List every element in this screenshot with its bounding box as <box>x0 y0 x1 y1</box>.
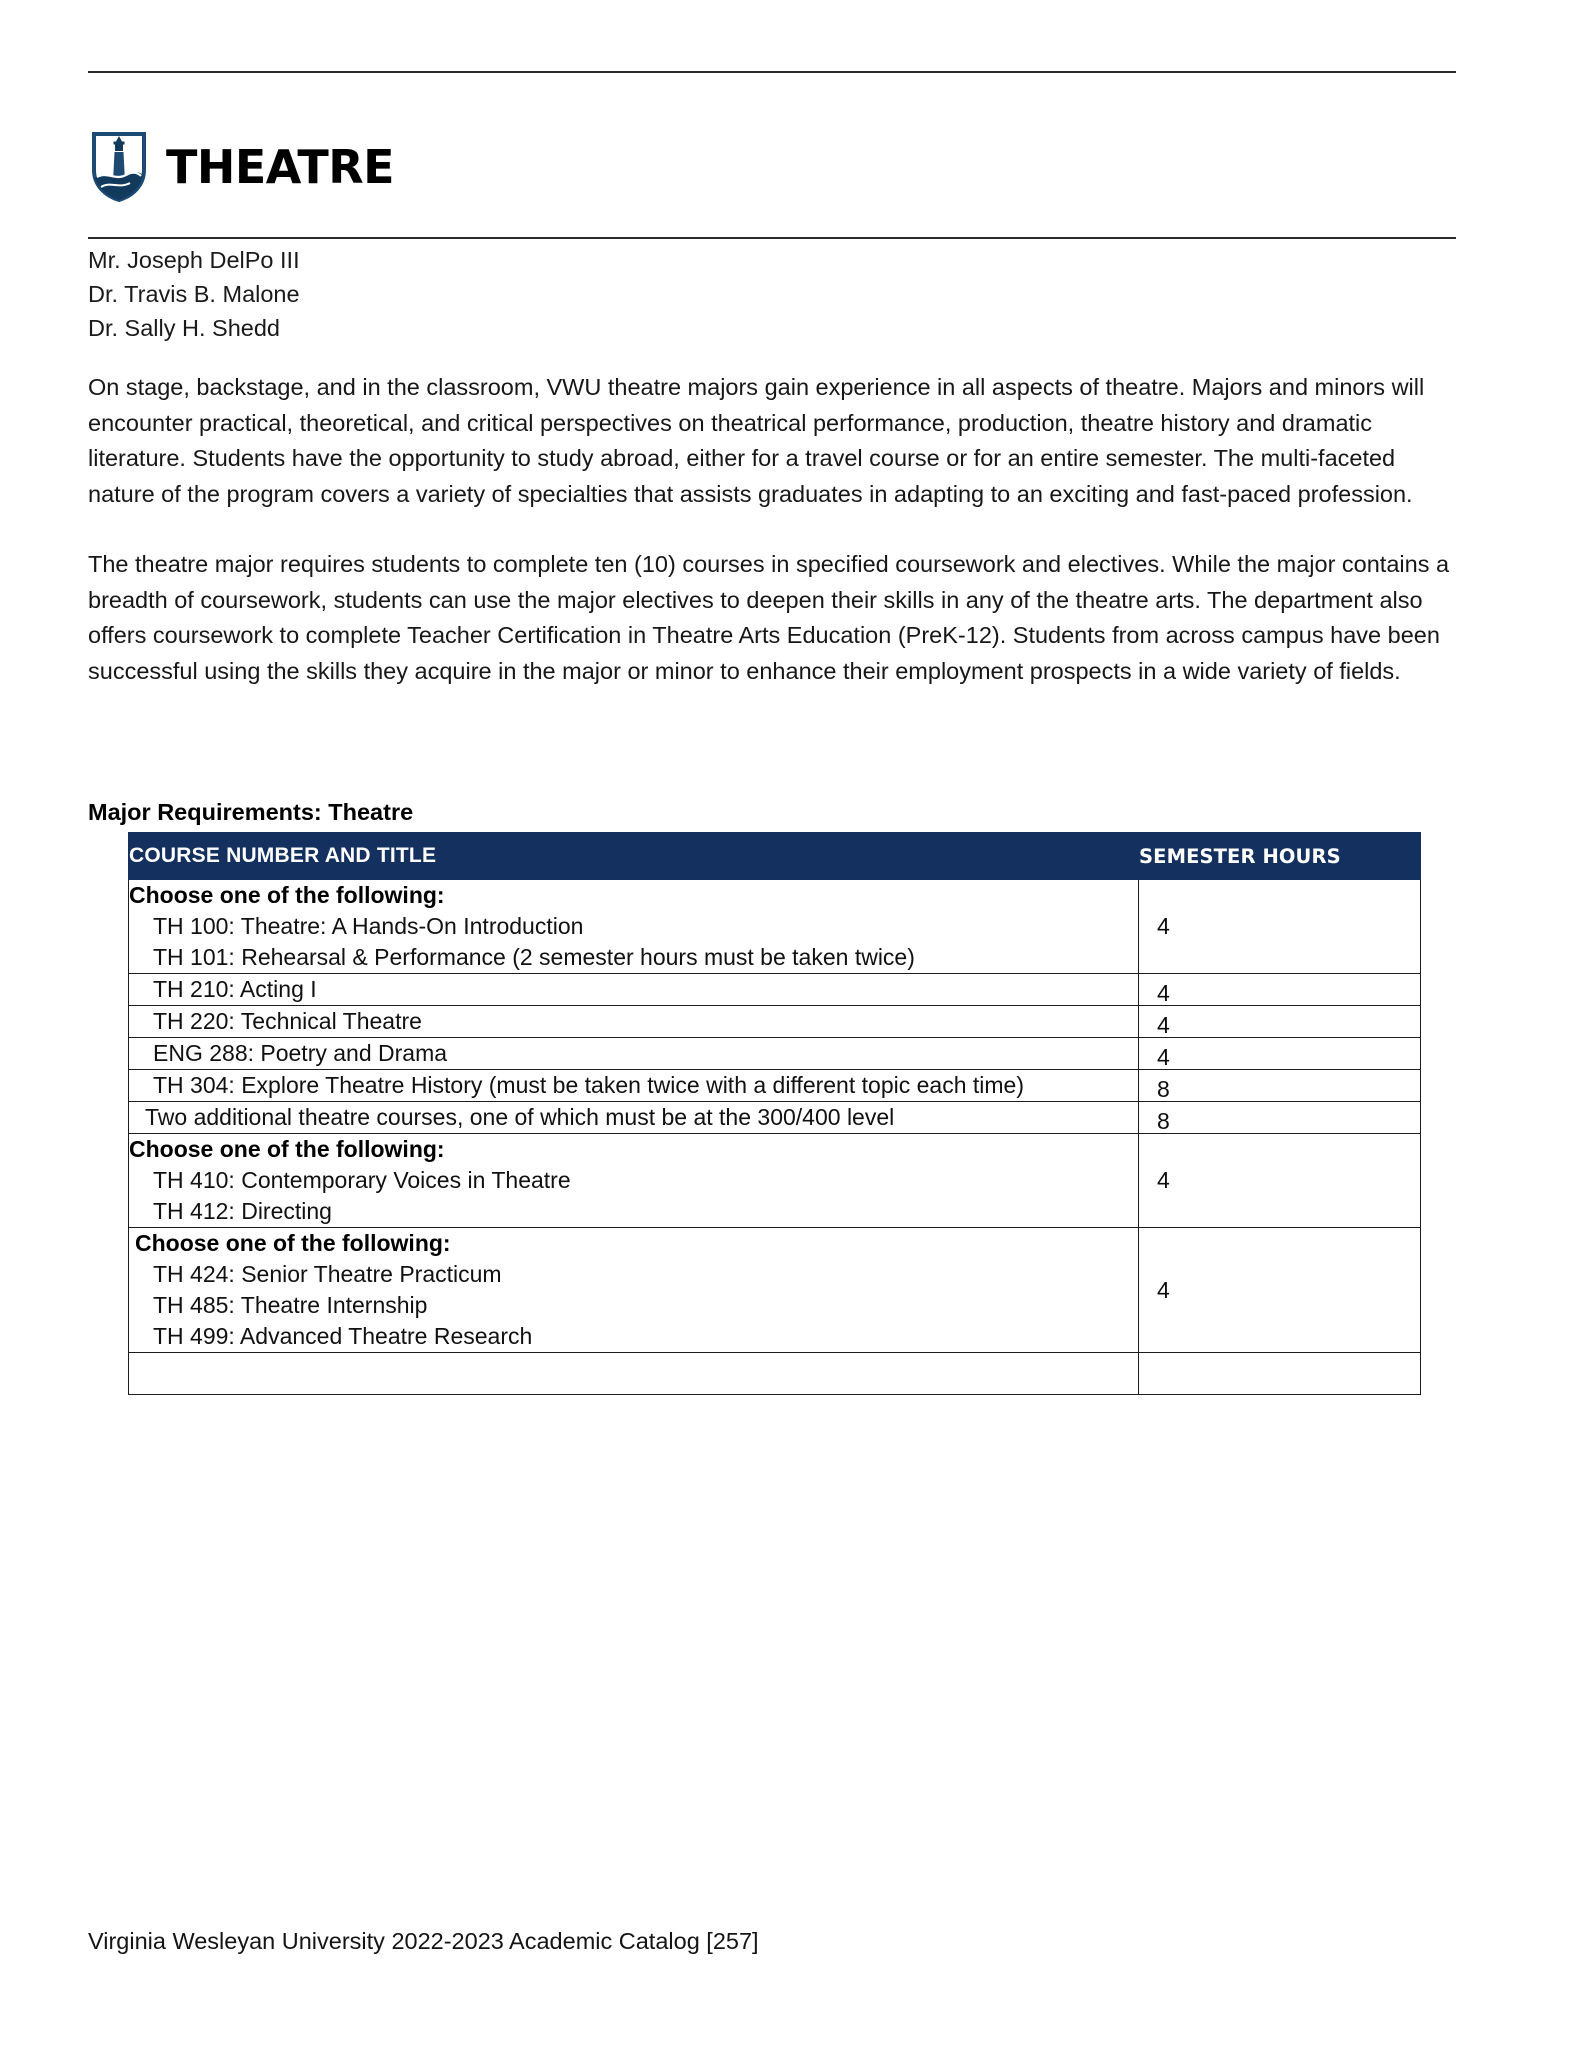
course-cell <box>129 1006 1139 1038</box>
total-hours-label: TOTAL HOURS REQUIRED: <box>141 1361 419 1384</box>
paragraph: The theatre major requires students to complete ten (10) courses in specified coursework and electives. While the major contains a breadth of coursework, students can use the major electives to deepen their skills in any of the theatre arts. The department also offers coursework to complete Teacher Certification in Theatre Arts Education (PreK-12). Students from across campus have been successful using the skills they acquire in the major or minor to enhance their employment prospects in a wide variety of fields. <box>88 551 1450 684</box>
hours-cell <box>1139 880 1421 974</box>
lighthouse-shield-logo-icon <box>88 130 150 202</box>
faculty-list <box>88 243 988 345</box>
course-item: TH 220: Technical Theatre <box>153 1008 422 1034</box>
table-row <box>129 1102 1421 1134</box>
course-item: TH 100: Theatre: A Hands-On Introduction <box>153 913 584 939</box>
row-lead-text: Choose one of the following: <box>135 1230 451 1256</box>
row-lead-text: Choose one of the following: <box>129 882 445 908</box>
table-row <box>129 974 1421 1006</box>
total-value-cell <box>1139 1353 1421 1395</box>
table-header <box>129 833 1421 880</box>
paragraph: On stage, backstage, and in the classroom, VWU theatre majors gain experience in all aspects of theatre. Majors and minors will encounter practical, theoretical, and critical perspectives on theatrical performance, production, theatre history and dramatic literature. Students have the opportunity to study abroad, either for a travel course or for an entire semester. The multi-faceted nature of the program covers a variety of specialties that assists graduates in adapting to an exciting and fast-paced profession. <box>88 374 1425 507</box>
hours-value: 4 <box>1157 980 1170 1006</box>
major-requirements-table-wrapper <box>128 832 1420 1395</box>
faculty-member: Mr. Joseph DelPo III <box>88 247 300 273</box>
page-top-rule <box>88 71 1456 73</box>
major-requirements-table <box>128 832 1421 1395</box>
table-row <box>129 880 1421 974</box>
hours-value: 4 <box>1157 1044 1170 1070</box>
page-title: THEATRE <box>166 140 395 194</box>
course-item: TH 410: Contemporary Voices in Theatre <box>153 1167 571 1193</box>
course-cell <box>129 974 1139 1006</box>
row-lead-text: Choose one of the following: <box>129 1136 445 1162</box>
table-row <box>129 1006 1421 1038</box>
course-cell <box>129 1070 1139 1102</box>
column-header-hours: SEMESTER HOURS <box>1139 833 1421 880</box>
course-cell <box>129 1102 1139 1134</box>
table-row <box>129 1070 1421 1102</box>
program-description <box>88 370 1458 689</box>
masthead-bottom-rule <box>88 237 1456 239</box>
hours-cell <box>1139 1070 1421 1102</box>
course-cell <box>129 1228 1139 1353</box>
hours-value: 4 <box>1157 1012 1170 1038</box>
table-row <box>129 1228 1421 1353</box>
hours-cell <box>1139 974 1421 1006</box>
department-masthead <box>88 128 1456 206</box>
hours-value: 8 <box>1157 1108 1170 1134</box>
hours-value: 4 <box>1157 913 1170 939</box>
table-header-row <box>129 833 1421 880</box>
table-total-row <box>129 1353 1421 1395</box>
major-requirements-heading: Major Requirements: Theatre <box>88 799 414 825</box>
hours-value: 4 <box>1157 1276 1170 1303</box>
course-cell <box>129 1134 1139 1228</box>
total-hours-value: 40 <box>1157 1361 1181 1384</box>
course-item: ENG 288: Poetry and Drama <box>153 1040 448 1066</box>
table-row <box>129 1038 1421 1070</box>
course-item: TH 412: Directing <box>153 1198 332 1224</box>
course-cell <box>129 1038 1139 1070</box>
faculty-member: Dr. Sally H. Shedd <box>88 315 281 341</box>
hours-cell <box>1139 1102 1421 1134</box>
table-body <box>129 880 1421 1395</box>
course-item: TH 485: Theatre Internship <box>153 1292 428 1318</box>
course-item: TH 101: Rehearsal & Performance (2 semester hours must be taken twice) <box>153 944 915 970</box>
requirement-note: Two additional theatre courses, one of which must be at the 300/400 level <box>145 1104 895 1130</box>
hours-cell <box>1139 1134 1421 1228</box>
hours-cell <box>1139 1228 1421 1353</box>
hours-value: 8 <box>1157 1076 1170 1102</box>
hours-cell <box>1139 1038 1421 1070</box>
hours-value: 4 <box>1157 1167 1170 1193</box>
course-item: TH 210: Acting I <box>153 976 317 1002</box>
course-item: TH 424: Senior Theatre Practicum <box>153 1261 502 1287</box>
course-item: TH 499: Advanced Theatre Research <box>153 1323 533 1349</box>
total-label-cell <box>129 1353 1139 1395</box>
course-item: TH 304: Explore Theatre History (must be taken twice with a different topic each time) <box>153 1072 1024 1098</box>
hours-cell <box>1139 1006 1421 1038</box>
table-row <box>129 1134 1421 1228</box>
page-footer: Virginia Wesleyan University 2022-2023 Academic Catalog [257] <box>88 1928 759 1954</box>
course-cell <box>129 880 1139 974</box>
column-header-course: COURSE NUMBER AND TITLE <box>129 833 1139 880</box>
faculty-member: Dr. Travis B. Malone <box>88 281 300 307</box>
